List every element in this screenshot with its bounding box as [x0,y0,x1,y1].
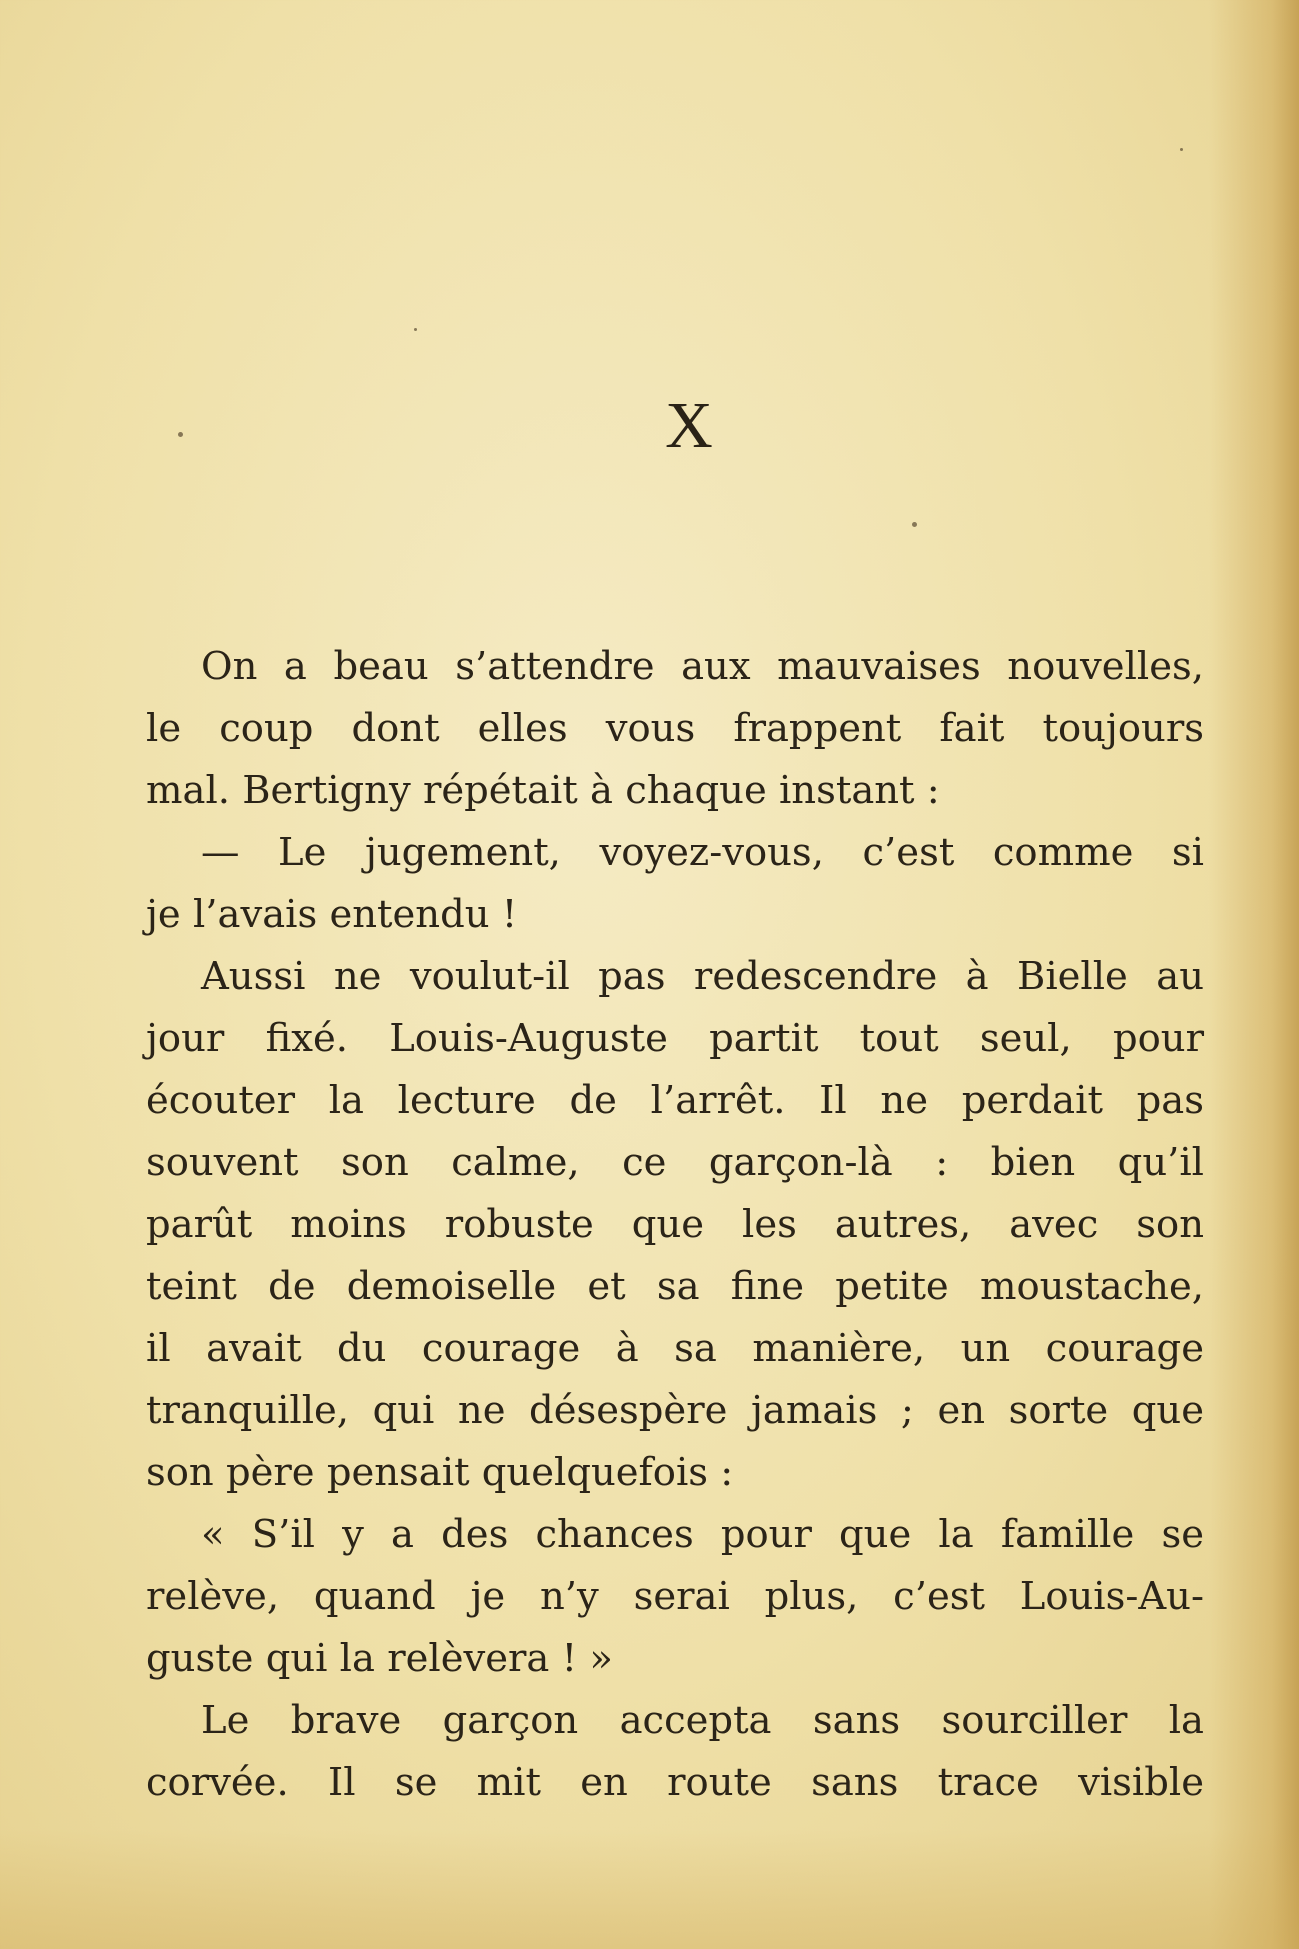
ink-speck [414,328,417,331]
text-line: il avait du courage à sa manière, un courage [146,1326,1204,1371]
text-line: le coup dont elles vous frappent fait toujours [146,706,1204,751]
text-line: relève, quand je n’y serai plus, c’est Louis-Au- [146,1574,1204,1619]
page-edge-shadow [1209,0,1299,1949]
text-line: jour fixé. Louis-Auguste partit tout seul, pour [146,1016,1204,1061]
text-line: écouter la lecture de l’arrêt. Il ne perdait pas [146,1078,1204,1123]
text-line: son père pensait quelquefois : [146,1450,734,1495]
ink-speck [912,522,917,527]
text-line: On a beau s’attendre aux mauvaises nouvelles, [201,644,1204,689]
page-bottom-shadow [0,1829,1299,1949]
text-line: tranquille, qui ne désespère jamais ; en sorte que [146,1388,1204,1433]
text-line: souvent son calme, ce garçon-là : bien qu’il [146,1140,1204,1185]
chapter-body [146,636,1204,1814]
text-line: je l’avais entendu ! [146,892,518,937]
ink-speck [1180,148,1183,151]
text-line: parût moins robuste que les autres, avec son [146,1202,1204,1247]
text-line: guste qui la relèvera ! » [146,1636,613,1681]
text-line: Le brave garçon accepta sans sourciller la [201,1698,1204,1743]
text-line: Aussi ne voulut-il pas redescendre à Bielle au [201,954,1204,999]
text-line: — Le jugement, voyez-vous, c’est comme si [201,830,1204,875]
text-line: mal. Bertigny répétait à chaque instant : [146,768,940,813]
chapter-heading: X [665,389,715,462]
text-line: corvée. Il se mit en route sans trace visible [146,1760,1204,1805]
text-line: teint de demoiselle et sa fine petite moustache, [146,1264,1204,1309]
text-line: « S’il y a des chances pour que la famille se [201,1512,1204,1557]
